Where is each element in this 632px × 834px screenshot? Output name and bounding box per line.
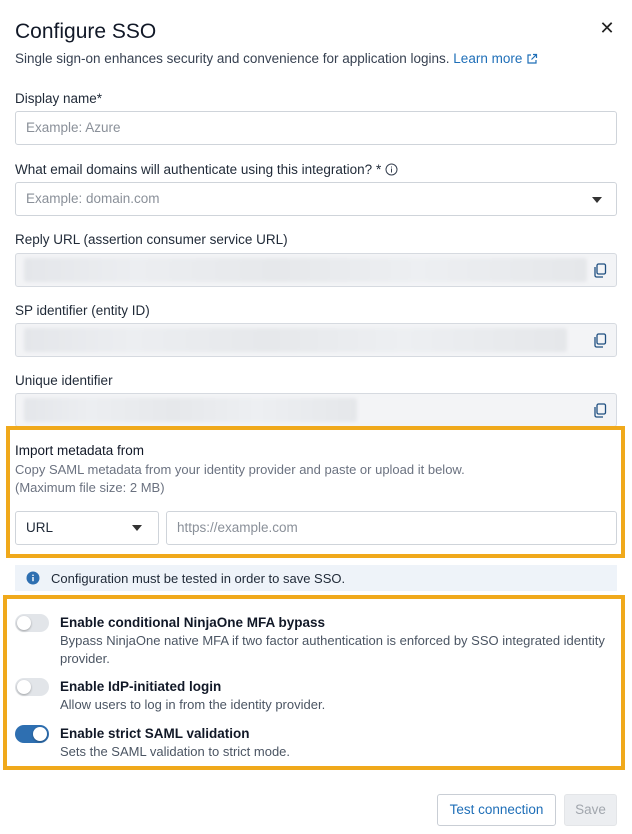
display-name-input[interactable] (15, 111, 617, 145)
display-name-placeholder: Example: Azure (26, 120, 121, 135)
info-icon[interactable] (385, 163, 398, 176)
email-domains-label (15, 162, 398, 177)
reply-url-field (15, 253, 617, 287)
sp-identifier-value-redacted (24, 328, 567, 352)
import-metadata-desc-line2: (Maximum file size: 2 MB) (15, 480, 165, 495)
close-icon: ✕ (599, 18, 615, 38)
email-domains-label-text: What email domains will authenticate using this integration? * (15, 162, 382, 177)
reply-url-label: Reply URL (assertion consumer service URL) (15, 232, 288, 247)
toggle-knob (17, 680, 31, 694)
test-connection-button[interactable]: Test connection (437, 794, 556, 826)
mfa-bypass-description: Bypass NinjaOne native MFA if two factor authentication is enforced by SSO integrated identity provider. (60, 633, 605, 666)
idp-login-description: Allow users to log in from the identity provider. (60, 697, 326, 712)
subtitle-text: Single sign-on enhances security and convenience for application logins. (15, 51, 450, 66)
import-metadata-title: Import metadata from (15, 443, 145, 458)
info-icon (26, 571, 40, 585)
notice-text: Configuration must be tested in order to save SSO. (51, 571, 346, 586)
metadata-url-placeholder: https://example.com (177, 520, 298, 535)
copy-icon[interactable] (592, 332, 608, 348)
dialog-subtitle (15, 51, 538, 66)
chevron-down-icon (592, 197, 602, 203)
dialog-title: Configure SSO (15, 20, 157, 43)
idp-login-title: Enable IdP-initiated login (60, 679, 222, 694)
strict-saml-toggle[interactable] (15, 725, 49, 743)
unique-identifier-field (15, 393, 617, 427)
sp-identifier-field (15, 323, 617, 357)
unique-identifier-value-redacted (24, 398, 357, 422)
mfa-bypass-title: Enable conditional NinjaOne MFA bypass (60, 615, 326, 630)
toggle-knob (17, 616, 31, 630)
metadata-url-input[interactable] (166, 511, 617, 545)
metadata-source-select[interactable] (15, 511, 159, 545)
metadata-source-value: URL (26, 520, 54, 535)
sp-identifier-label: SP identifier (entity ID) (15, 303, 150, 318)
copy-icon[interactable] (592, 262, 608, 278)
email-domains-placeholder: Example: domain.com (26, 191, 160, 206)
reply-url-value-redacted (24, 258, 587, 282)
save-button[interactable]: Save (564, 794, 617, 826)
learn-more-link[interactable] (453, 51, 538, 66)
close-button[interactable] (597, 18, 617, 38)
test-required-notice (15, 565, 617, 591)
chevron-down-icon (132, 525, 142, 531)
strict-saml-title: Enable strict SAML validation (60, 726, 250, 741)
copy-icon[interactable] (592, 402, 608, 418)
strict-saml-description: Sets the SAML validation to strict mode. (60, 744, 291, 759)
display-name-label: Display name* (15, 91, 103, 106)
toggle-knob (33, 727, 47, 741)
mfa-bypass-toggle[interactable] (15, 614, 49, 632)
unique-identifier-label: Unique identifier (15, 373, 113, 388)
import-metadata-description (15, 461, 465, 497)
import-metadata-desc-line1: Copy SAML metadata from your identity provider and paste or upload it below. (15, 462, 465, 477)
idp-login-toggle[interactable] (15, 678, 49, 696)
external-link-icon (526, 53, 538, 65)
learn-more-label: Learn more (453, 51, 523, 66)
email-domains-select[interactable] (15, 182, 617, 216)
